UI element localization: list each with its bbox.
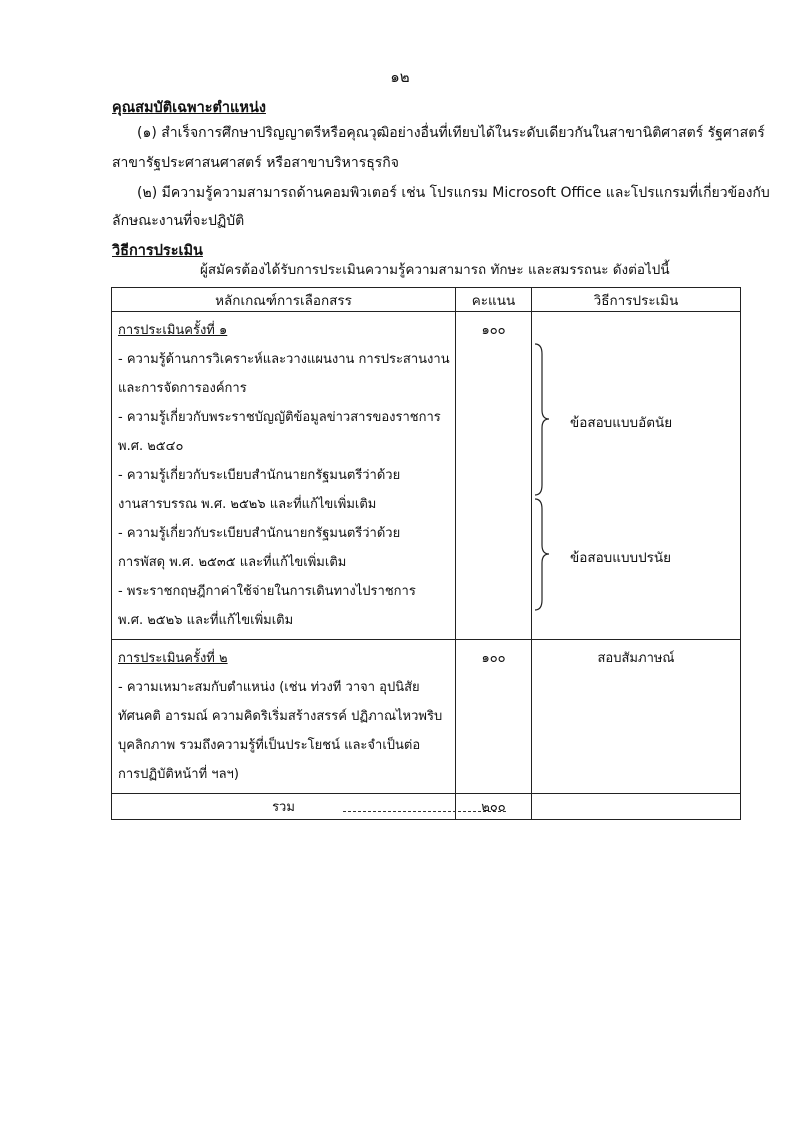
total-label: รวม (112, 794, 456, 820)
header-criteria: หลักเกณฑ์การเลือกสรร (112, 288, 456, 312)
round-2-score: ๑๐๐ (456, 640, 532, 794)
round-2-line: - ความเหมาะสมกับตำแหน่ง (เช่น ท่วงที วาจา อุปนิสัย (118, 680, 420, 695)
round-1-line: - ความรู้เกี่ยวกับระเบียบสำนักนายกรัฐมนตรีว่าด้วย (118, 468, 401, 483)
table-header-row (112, 288, 741, 312)
round-1-line: พ.ศ. ๒๕๔๐ (118, 439, 184, 454)
method-written-exam: ข้อสอบแบบอัตนัย (570, 415, 673, 431)
brace-objective (532, 497, 552, 612)
brace-written (532, 342, 552, 497)
qualifications-heading: คุณสมบัติเฉพาะตำแหน่ง (112, 100, 266, 116)
total-score: ๒๐๐ (456, 794, 532, 820)
total-method-empty (532, 794, 741, 820)
method-objective-exam: ข้อสอบแบบปรนัย (570, 550, 672, 566)
header-method: วิธีการประเมิน (532, 288, 741, 312)
round-2-method: สอบสัมภาษณ์ (532, 640, 741, 794)
qualification-item-1-line-1: (๑) สำเร็จการศึกษาปริญญาตรีหรือคุณวุฒิอย่างอื่นที่เทียบได้ในระดับเดียวกันในสาขานิติศาสตร์ รัฐศาสตร์ (137, 125, 765, 141)
round-2-line: การปฏิบัติหน้าที่ ฯลฯ) (118, 767, 239, 782)
round-1-line: - ความรู้เกี่ยวกับพระราชบัญญัติข้อมูลข่าวสารของราชการ (118, 410, 441, 425)
footer-divider (343, 811, 506, 812)
round-2-criteria (112, 640, 456, 794)
evaluation-intro: ผู้สมัครต้องได้รับการประเมินความรู้ความสามารถ ทักษะ และสมรรถนะ ดังต่อไปนี้ (200, 262, 670, 278)
round-1-score: ๑๐๐ (456, 312, 532, 640)
round-1-line: - ความรู้ด้านการวิเคราะห์และวางแผนงาน การประสานงาน (118, 352, 450, 367)
table-row-total (112, 794, 741, 820)
qualification-item-2-line-1: (๒) มีความรู้ความสามารถด้านคอมพิวเตอร์ เช่น โปรแกรม Microsoft Office และโปรแกรมที่เกี่ยวข้องกับ (137, 185, 770, 201)
round-2-line: ทัศนคติ อารมณ์ ความคิดริเริ่มสร้างสรรค์ ปฏิภาณไหวพริบ (118, 709, 443, 724)
criteria-table (111, 287, 741, 820)
round-1-line: - พระราชกฤษฎีกาค่าใช้จ่ายในการเดินทางไปราชการ (118, 584, 416, 599)
round-1-line: และการจัดการองค์การ (118, 381, 247, 396)
page-number: ๑๒ (390, 68, 410, 86)
round-1-line: งานสารบรรณ พ.ศ. ๒๕๒๖ และที่แก้ไขเพิ่มเติม (118, 497, 377, 512)
qualification-item-1-line-2: สาขารัฐประศาสนศาสตร์ หรือสาขาบริหารธุรกิจ (112, 155, 399, 171)
round-1-line: พ.ศ. ๒๕๒๖ และที่แก้ไขเพิ่มเติม (118, 613, 294, 628)
table-row-round-2 (112, 640, 741, 794)
round-1-criteria (112, 312, 456, 640)
table-row-round-1 (112, 312, 741, 640)
round-1-line: - ความรู้เกี่ยวกับระเบียบสำนักนายกรัฐมนตรีว่าด้วย (118, 526, 401, 541)
qualification-item-2-line-2: ลักษณะงานที่จะปฏิบัติ (112, 213, 245, 229)
round-2-title: การประเมินครั้งที่ ๒ (118, 651, 228, 666)
header-score: คะแนน (456, 288, 532, 312)
round-1-line: การพัสดุ พ.ศ. ๒๕๓๕ และที่แก้ไขเพิ่มเติม (118, 555, 347, 570)
round-1-method (532, 312, 741, 640)
round-2-line: บุคลิกภาพ รวมถึงความรู้ที่เป็นประโยชน์ และจำเป็นต่อ (118, 738, 421, 753)
evaluation-heading: วิธีการประเมิน (112, 243, 203, 259)
round-1-title: การประเมินครั้งที่ ๑ (118, 323, 228, 338)
